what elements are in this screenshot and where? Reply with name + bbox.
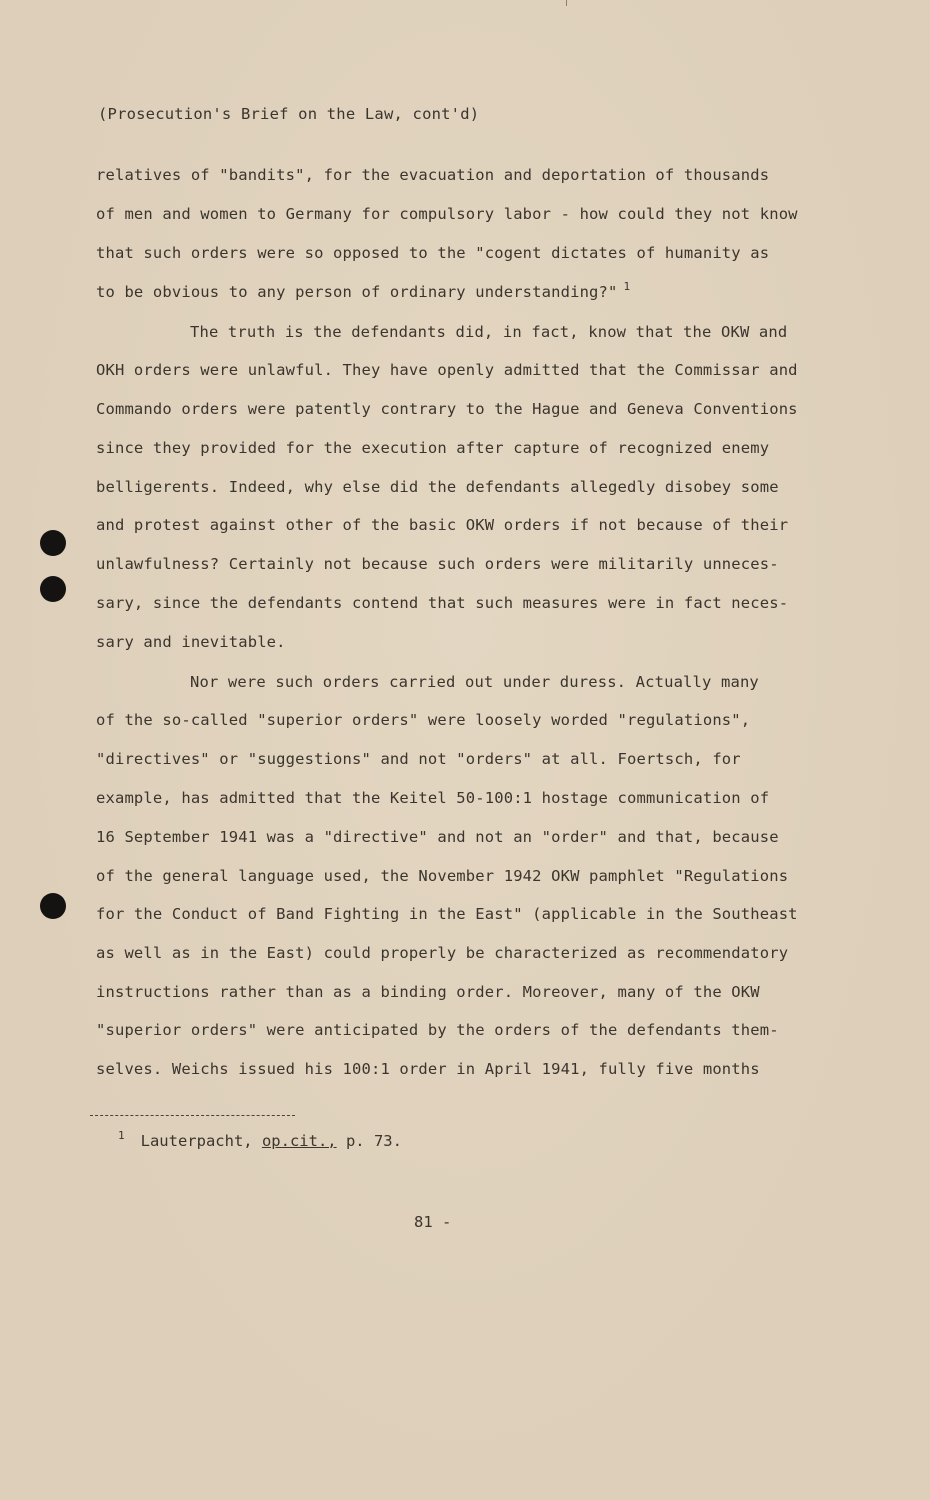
text-line: belligerents. Indeed, why else did the defendants allegedly disobey some	[96, 478, 779, 496]
text-line: to be obvious to any person of ordinary understanding?"	[96, 283, 618, 301]
footnote-author: Lauterpacht,	[140, 1132, 253, 1150]
text-line: for the Conduct of Band Fighting in the East" (applicable in the Southeast	[96, 905, 798, 923]
text-line: instructions rather than as a binding order. Moreover, many of the OKW	[96, 983, 760, 1001]
page-header: (Prosecution's Brief on the Law, cont'd)	[98, 105, 480, 123]
page-number: 81 -	[414, 1213, 452, 1231]
footnote-number: 1	[118, 1129, 125, 1142]
text-line: 16 September 1941 was a "directive" and not an "order" and that, because	[96, 828, 779, 846]
text-line: selves. Weichs issued his 100:1 order in April 1941, fully five months	[96, 1060, 760, 1078]
text-line-with-footnote-ref	[96, 280, 631, 301]
text-line: unlawfulness? Certainly not because such orders were militarily unneces-	[96, 555, 779, 573]
text-line: that such orders were so opposed to the "cogent dictates of humanity as	[96, 244, 770, 262]
text-line: of men and women to Germany for compulsory labor - how could they not know	[96, 205, 798, 223]
text-line: sary and inevitable.	[96, 633, 286, 651]
text-line: OKH orders were unlawful. They have openly admitted that the Commissar and	[96, 361, 798, 379]
text-line: of the general language used, the November 1942 OKW pamphlet "Regulations	[96, 867, 789, 885]
punch-hole-middle	[40, 576, 66, 602]
footnote-page: p. 73.	[345, 1132, 402, 1150]
footnote-cite: op.cit.,	[261, 1132, 337, 1150]
text-line: of the so-called "superior orders" were loosely worded "regulations",	[96, 711, 751, 729]
text-line: "superior orders" were anticipated by the orders of the defendants them-	[96, 1021, 779, 1039]
punch-hole-top	[40, 530, 66, 556]
text-line: as well as in the East) could properly be characterized as recommendatory	[96, 944, 789, 962]
punch-hole-bottom	[40, 893, 66, 919]
text-line: relatives of "bandits", for the evacuation and deportation of thousands	[96, 166, 770, 184]
text-line: and protest against other of the basic OKW orders if not because of their	[96, 516, 789, 534]
text-line: "directives" or "suggestions" and not "orders" at all. Foertsch, for	[96, 750, 741, 768]
text-line: since they provided for the execution after capture of recognized enemy	[96, 439, 770, 457]
footnote-divider	[90, 1115, 295, 1116]
edge-mark	[566, 0, 567, 6]
text-line: example, has admitted that the Keitel 50-100:1 hostage communication of	[96, 789, 770, 807]
footnote	[118, 1129, 402, 1150]
text-line: sary, since the defendants contend that such measures were in fact neces-	[96, 594, 789, 612]
text-line: The truth is the defendants did, in fact, know that the OKW and	[190, 323, 788, 341]
footnote-reference: 1	[623, 280, 631, 293]
text-line: Nor were such orders carried out under duress. Actually many	[190, 673, 759, 691]
text-line: Commando orders were patently contrary to the Hague and Geneva Conventions	[96, 400, 798, 418]
